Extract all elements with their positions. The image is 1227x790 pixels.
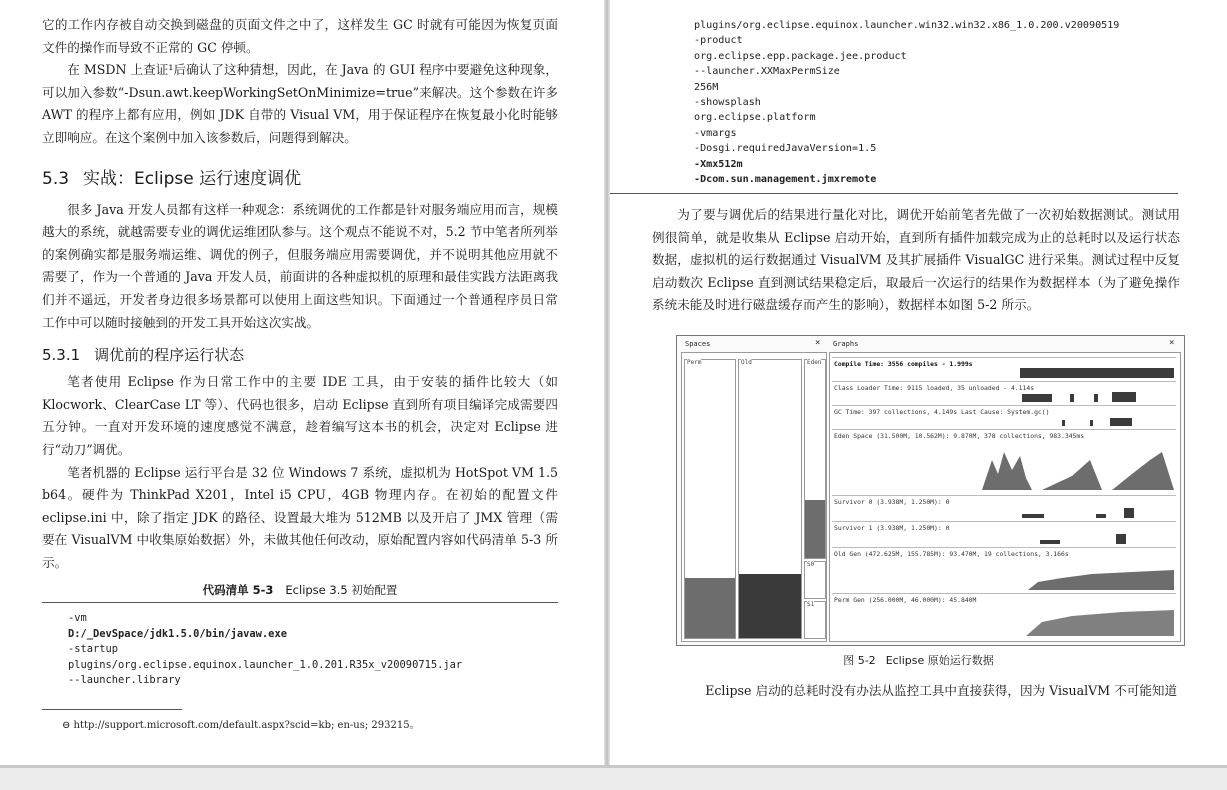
code-listing	[42, 602, 558, 688]
s1-label: S1	[807, 601, 815, 608]
perm-gen-graph	[832, 593, 1176, 638]
figure-caption	[610, 652, 1227, 668]
spaces-title: Spaces	[685, 340, 711, 348]
left-content	[42, 14, 558, 731]
code-line: D:/_DevSpace/jdk1.5.0/bin/javaw.exe	[68, 627, 287, 640]
close-icon[interactable]: ×	[1169, 338, 1175, 348]
left-page	[0, 0, 604, 765]
code-line: 256M	[694, 81, 719, 93]
activity-bars	[1062, 420, 1065, 426]
eden-area	[982, 452, 1032, 490]
eden-column	[804, 359, 826, 559]
eden-label: Eden	[807, 359, 822, 366]
code-line: -Xmx512m	[694, 158, 743, 170]
old-column	[738, 359, 802, 639]
section-number: 5.3	[42, 168, 70, 189]
activity-bars	[1070, 394, 1074, 402]
paragraph: 它的工作内存被自动交换到磁盘的页面文件之中了，这样发生 GC 时就有可能因为恢复页面文件的操作而导致不正常的 GC 停顿。	[42, 17, 558, 55]
graph-label: Class Loader Time: 9115 loaded, 35 unloaded - 4.114s	[834, 384, 1035, 392]
code-line: plugins/org.eclipse.equinox.launcher_1.0.201.R35x_v20090715.jar	[68, 658, 463, 671]
close-icon[interactable]: ×	[815, 338, 821, 348]
perm-gen-area	[1026, 610, 1174, 636]
old-fill	[739, 574, 801, 638]
activity-bars	[1110, 418, 1132, 426]
paragraph: 为了要与调优后的结果进行量化对比，调优开始前笔者先做了一次初始数据测试。测试用例很简单，就是收集从 Eclipse 启动开始，直到所有插件加载完成为止的总耗时以及运行状态数据，虚拟机的运行数据通过 VisualVM 及其扩展插件 VisualGC 进行采集。测试过程中反复启动数次 Eclipse 直到测试结果稳定后，取最后一次运行的结果作为数据样本（为了避免操作系统未能及时进行磁盘缓存而产生的影响），数据样本如图 5-2 所示。	[652, 207, 1180, 313]
right-paragraph-block	[652, 204, 1180, 317]
eden-space-graph	[832, 429, 1176, 492]
paragraph: 在 MSDN 上查证¹后确认了这种猜想，因此，在 Java 的 GUI 程序中要避免这种现象，可以加入参数“-Dsun.awt.keepWorkingSetOnMinimize=true”来解决。这个参数在许多 AWT 的程序上都有应用，例如 JDK 自带的 Visual VM，用于保证程序在恢复最小化时能够立即响应。在这个案例中加入该参数后，问题得到解决。	[42, 62, 558, 145]
code-listing-continued	[610, 18, 1178, 194]
listing-label: 代码清单 5-3	[202, 583, 274, 598]
graph-label: Survivor 0 (3.938M, 1.250M): 0	[834, 498, 950, 506]
listing-name: Eclipse 3.5 初始配置	[285, 583, 398, 598]
code-line: --launcher.XXMaxPermSize	[694, 66, 840, 78]
graph-label: Perm Gen (256.000M, 46.000M): 45.840M	[834, 596, 977, 604]
activity-bars	[1040, 540, 1060, 544]
perm-fill	[685, 578, 735, 638]
footnote-rule	[42, 709, 182, 710]
code-line: -product	[694, 35, 743, 47]
activity-bars	[1096, 514, 1106, 518]
activity-bars	[1112, 392, 1136, 402]
old-gen-graph	[832, 547, 1176, 592]
bottom-bar	[0, 765, 1227, 790]
activity-bars	[1116, 534, 1126, 544]
old-gen-area	[1028, 570, 1174, 590]
listing-title	[42, 582, 558, 598]
section-heading	[42, 164, 558, 189]
s0-label: S0	[807, 561, 815, 568]
s1-column	[804, 601, 826, 639]
activity-bars	[1022, 394, 1052, 402]
code-line: -Dosgi.requiredJavaVersion=1.5	[694, 143, 877, 155]
code-line: -vmargs	[694, 127, 737, 139]
figure-name: Eclipse 原始运行数据	[885, 654, 994, 667]
activity-bars	[1090, 420, 1093, 426]
activity-bars	[1022, 514, 1044, 518]
right-page	[610, 0, 1227, 765]
perm-label: Perm	[687, 359, 702, 366]
graph-label: Compile Time: 3556 compiles - 1.999s	[834, 360, 973, 368]
activity-bars	[1124, 508, 1134, 518]
perm-column	[684, 359, 736, 639]
code-line: org.eclipse.platform	[694, 112, 816, 124]
code-line: -vm	[68, 612, 87, 625]
graph-label: GC Time: 397 collections, 4.149s Last Cause: System.gc()	[834, 408, 1050, 416]
eden-fill	[805, 500, 825, 558]
code-line: -Dcom.sun.management.jmxremote	[694, 174, 877, 186]
paragraph: 笔者使用 Eclipse 作为日常工作中的主要 IDE 工具，由于安装的插件比较大（如 Klocwork、ClearCase LT 等）、代码也很多，启动 Eclipse 直到所有项目编译完成需要四五分钟。一直对开发环境的速度感觉不满意，趁着编写这本书的机会，决定对 Eclipse 进行“动刀”调优。	[42, 374, 558, 457]
visualgc-figure	[676, 335, 1185, 646]
right-last-paragraph	[680, 680, 1186, 703]
graph-label: Eden Space (31.500M, 10.562M): 9.870M, 378 collections, 983.345ms	[834, 432, 1085, 440]
old-label: Old	[741, 359, 752, 366]
figure-label: 图 5-2	[843, 654, 876, 667]
footnote: ⊖ http://support.microsoft.com/default.aspx?scid=kb; en-us; 293215。	[62, 719, 420, 731]
bottom-rule	[0, 765, 1227, 768]
subsection-title: 调优前的程序运行状态	[94, 346, 245, 365]
paragraph: 笔者机器的 Eclipse 运行平台是 32 位 Windows 7 系统，虚拟机为 HotSpot VM 1.5 b64。硬件为 ThinkPad X201，Intel i5 CPU，4GB 物理内存。在初始的配置文件 eclipse.ini 中，除了指定 JDK 的路径、设置最大堆为 512MB 以及开启了 JMX 管理（需要在 VisualVM 中收集原始数据）外，未做其他任何改动，原始配置内容如代码清单 5-3 所示。	[42, 464, 558, 570]
subsection-number: 5.3.1	[42, 346, 81, 365]
code-line: plugins/org.eclipse.equinox.launcher.win32.win32.x86_1.0.200.v20090519	[694, 20, 1120, 31]
spaces-panel	[681, 352, 827, 642]
eden-area	[1112, 452, 1174, 490]
code-line: org.eclipse.epp.package.jee.product	[694, 50, 907, 62]
class-loader-graph	[832, 381, 1176, 404]
graph-label: Old Gen (472.625M, 155.785M): 93.470M, 19 collections, 3.166s	[834, 550, 1069, 558]
gc-time-graph	[832, 405, 1176, 428]
survivor1-graph	[832, 521, 1176, 546]
code-line: -showsplash	[694, 97, 761, 109]
s0-column	[804, 561, 826, 599]
code-line: -startup	[68, 643, 119, 656]
graphs-panel	[829, 352, 1181, 642]
section-title: 实战：Eclipse 运行速度调优	[83, 168, 302, 189]
code-line: --launcher.library	[68, 674, 181, 687]
graph-label: Survivor 1 (3.938M, 1.250M): 0	[834, 524, 950, 532]
right-code-block	[610, 18, 1178, 194]
subsection-heading	[42, 344, 558, 365]
eden-area	[1042, 460, 1102, 490]
activity-bars	[1094, 394, 1098, 402]
graphs-title: Graphs	[833, 340, 859, 348]
activity-bars	[1020, 368, 1174, 378]
survivor0-graph	[832, 495, 1176, 520]
paragraph: Eclipse 启动的总耗时没有办法从监控工具中直接获得，因为 VisualVM 不可能知道	[705, 683, 1178, 698]
compile-time-graph	[832, 357, 1176, 380]
paragraph: 很多 Java 开发人员都有这样一种观念：系统调优的工作都是针对服务端应用而言，规模越大的系统，就越需要专业的调优运维团队参与。这个观点不能说不对，5.2 节中笔者所列举的案例确实都是服务端运维、调优的例子，但服务端应用需要调优，并不说明其他应用就不需要了，作为一个普通的 Java 开发人员，前面讲的各种虚拟机的原理和最佳实践方法距离我们并不遥远，开发者身边很多场景都可以使用上面这些知识。下面通过一个普通程序员日常工作中可以随时接触到的开发工具开始这次实战。	[42, 201, 558, 330]
